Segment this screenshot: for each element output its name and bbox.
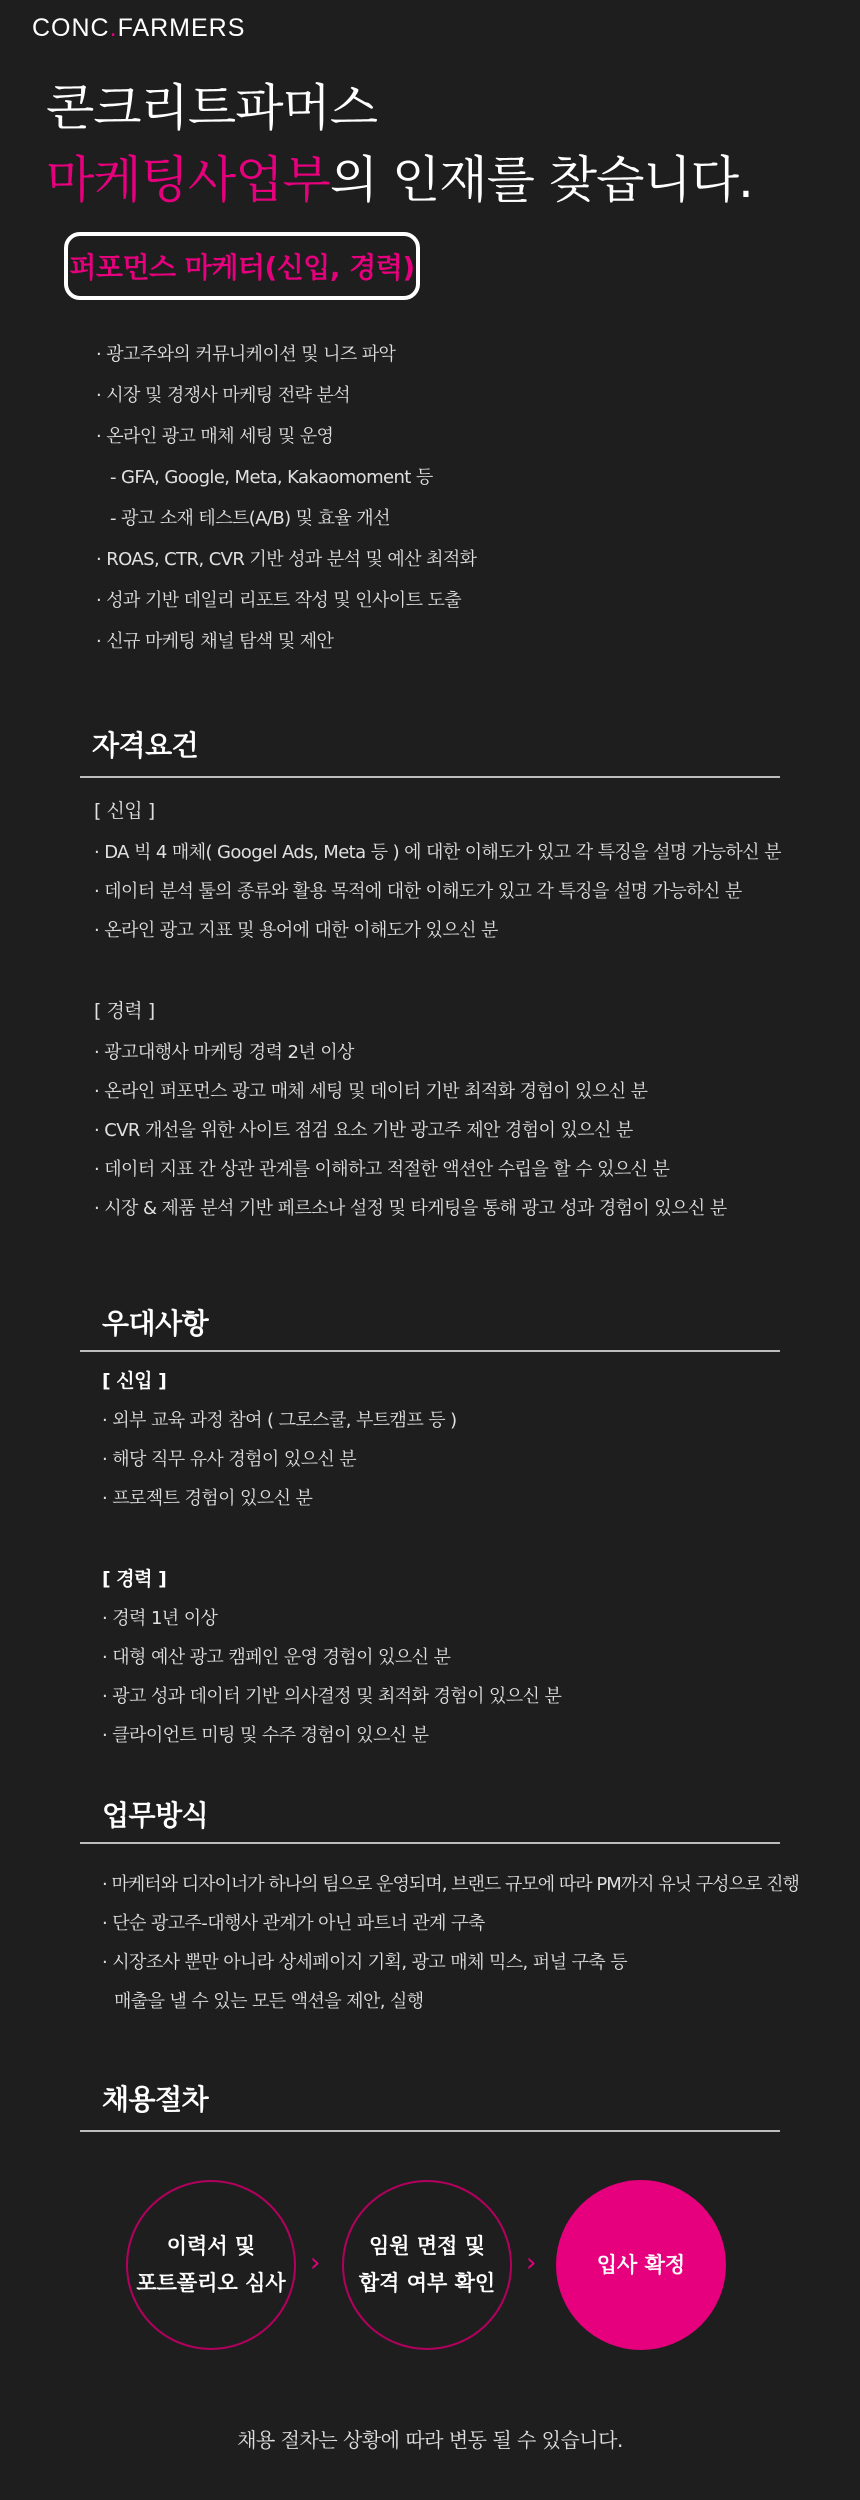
qualifications-newcomer [94, 796, 781, 953]
duty-item: · 성과 기반 데일리 리포트 작성 및 인사이트 도출 [96, 590, 462, 611]
process-title: 채용절차 [102, 2083, 209, 2116]
experienced-label: [ 경력 ] [94, 1000, 155, 1022]
qualification-item: · 광고대행사 마케팅 경력 2년 이상 [94, 1042, 354, 1063]
work-title: 업무방식 [102, 1799, 209, 1832]
duty-subitem: - 광고 소재 테스트(A/B) 및 효율 개선 [110, 508, 390, 529]
duty-item: · 광고주와의 커뮤니케이션 및 니즈 파악 [96, 344, 396, 365]
preferred-title: 우대사항 [102, 1307, 209, 1340]
hero-tagline [46, 144, 753, 216]
qualification-item: · 시장 & 제품 분석 기반 페르소나 설정 및 타게팅을 통해 광고 성과 경험이 있으신 분 [94, 1198, 727, 1219]
duties-list [96, 338, 476, 666]
preferred-divider [80, 1350, 780, 1352]
step1-line2: 포트폴리오 심사 [136, 2271, 286, 2295]
logo-dot: . [109, 14, 118, 42]
preferred-item: · 프로젝트 경험이 있으신 분 [102, 1488, 313, 1509]
qualifications-title: 자격요건 [92, 729, 199, 762]
qualification-item: · 데이터 분석 툴의 종류와 활용 목적에 대한 이해도가 있고 각 특징을 설명 가능하신 분 [94, 881, 742, 902]
process-divider [80, 2130, 780, 2132]
hero-heading [46, 72, 753, 216]
preferred-item: · 해당 직무 유사 경험이 있으신 분 [102, 1449, 357, 1470]
process-steps [126, 2180, 726, 2350]
qualification-item: · CVR 개선을 위한 사이트 점검 요소 기반 광고주 제안 경험이 있으신 분 [94, 1120, 633, 1141]
newcomer-label: [ 신입 ] [94, 800, 155, 822]
qualifications-divider [80, 776, 780, 778]
qualification-item: · DA 빅 4 매체( Googel Ads, Meta 등 ) 에 대한 이해도가 있고 각 특징을 설명 가능하신 분 [94, 842, 781, 863]
hero-company: 콘크리트파머스 [46, 79, 378, 137]
brand-logo [32, 14, 245, 43]
duty-item: · 시장 및 경쟁사 마케팅 전략 분석 [96, 385, 351, 406]
preferred-item: · 대형 예산 광고 캠페인 운영 경험이 있으신 분 [102, 1647, 451, 1668]
preferred-experienced-label: [ 경력 ] [102, 1568, 167, 1590]
work-item: · 마케터와 디자이너가 하나의 팀으로 운영되며, 브랜드 규모에 따라 PM까지 유닛 구성으로 진행 [102, 1874, 799, 1895]
duty-item: · ROAS, CTR, CVR 기반 성과 분석 및 예산 최적화 [96, 549, 477, 570]
qualifications-experienced [94, 996, 727, 1231]
process-step-screening [126, 2180, 296, 2350]
work-item: · 시장조사 뿐만 아니라 상세페이지 기획, 광고 매체 믹스, 퍼널 구축 등 [102, 1952, 627, 1973]
role-title: 퍼포먼스 마케터(신입, 경력) [69, 251, 415, 284]
preferred-newcomer [102, 1364, 457, 1521]
preferred-item: · 외부 교육 과정 참여 ( 그로스쿨, 부트캠프 등 ) [102, 1410, 457, 1431]
preferred-item: · 경력 1년 이상 [102, 1608, 218, 1629]
preferred-item: · 광고 성과 데이터 기반 의사결정 및 최적화 경험이 있으신 분 [102, 1686, 562, 1707]
work-divider [80, 1842, 780, 1844]
qualification-item: · 온라인 광고 지표 및 용어에 대한 이해도가 있으신 분 [94, 920, 498, 941]
duty-item: · 신규 마케팅 채널 탐색 및 제안 [96, 631, 334, 652]
hero-department: 마케팅사업부 [46, 151, 330, 209]
step2-line1: 임원 면접 및 [368, 2234, 486, 2258]
step2-line2: 합격 여부 확인 [358, 2271, 496, 2295]
work-list [102, 1868, 799, 2024]
process-step-hired [556, 2180, 726, 2350]
preferred-newcomer-label: [ 신입 ] [102, 1370, 167, 1392]
step1-line1: 이력서 및 [166, 2234, 256, 2258]
logo-right: FARMERS [117, 14, 246, 42]
duty-item: · 온라인 광고 매체 세팅 및 운영 [96, 426, 334, 447]
hero-tagline-rest: 의 인재를 찾습니다. [329, 151, 753, 209]
logo-left: CONC [32, 14, 110, 42]
work-item: · 단순 광고주-대행사 관계가 아닌 파트너 관계 구축 [102, 1913, 485, 1934]
process-step-interview [342, 2180, 512, 2350]
preferred-item: · 클라이언트 미팅 및 수주 경험이 있으신 분 [102, 1725, 429, 1746]
chevron-right-icon: › [526, 2248, 537, 2278]
qualification-item: · 데이터 지표 간 상관 관계를 이해하고 적절한 액션안 수립을 할 수 있으신 분 [94, 1159, 670, 1180]
step3-label: 입사 확정 [596, 2252, 686, 2277]
preferred-experienced [102, 1562, 561, 1758]
role-badge [64, 232, 420, 300]
qualification-item: · 온라인 퍼포먼스 광고 매체 세팅 및 데이터 기반 최적화 경험이 있으신 분 [94, 1081, 648, 1102]
process-notice: 채용 절차는 상황에 따라 변동 될 수 있습니다. [237, 2428, 623, 2452]
work-item-continued: 매출을 낼 수 있는 모든 액션을 제안, 실행 [114, 1991, 424, 2012]
duty-subitem: - GFA, Google, Meta, Kakaomoment 등 [110, 467, 433, 488]
chevron-right-icon: › [310, 2248, 321, 2278]
